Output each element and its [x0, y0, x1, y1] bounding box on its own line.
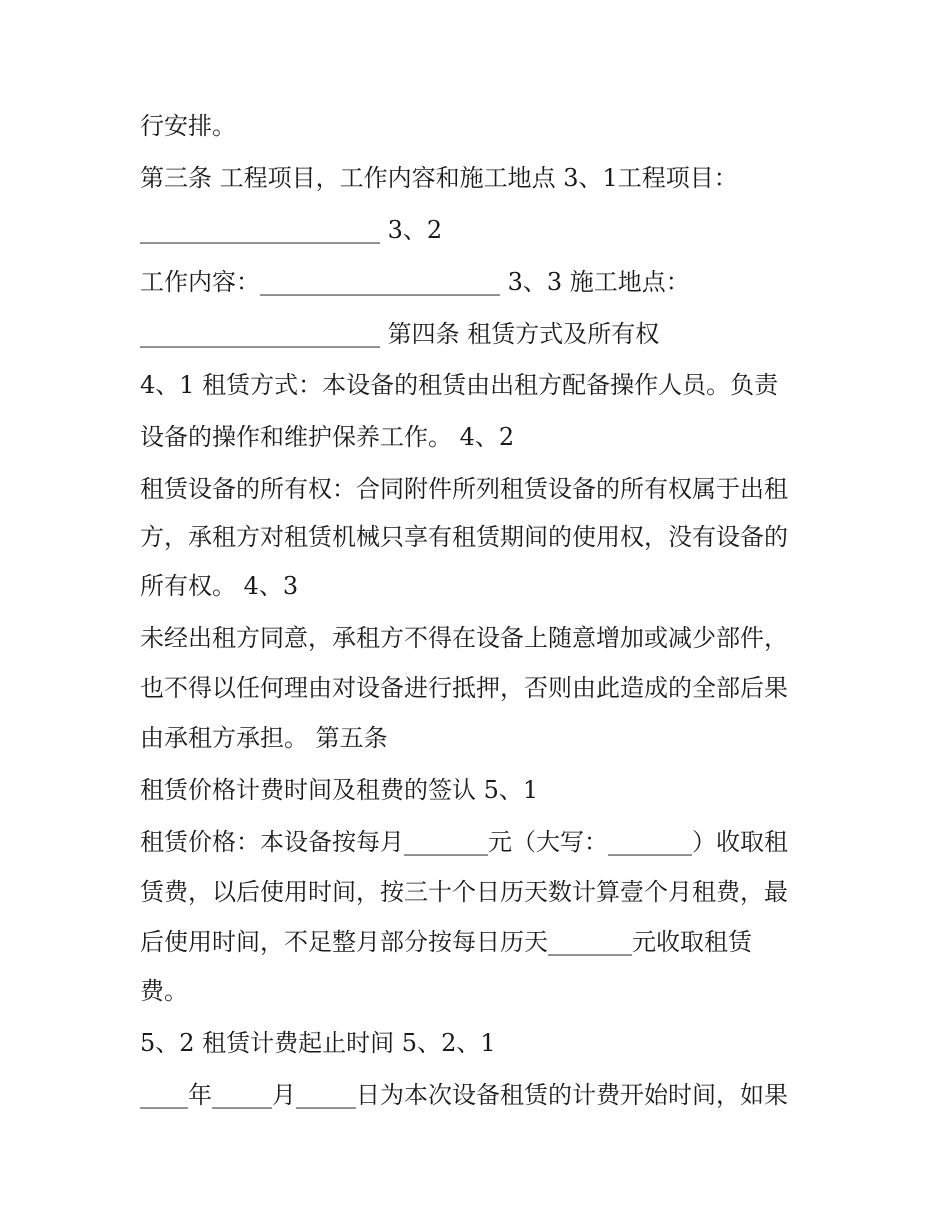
text-line: 第三条 工程项目，工作内容和施工地点 3、1工程项目：	[140, 164, 738, 192]
text-line: 设备的操作和维护保养工作。 4、2	[140, 423, 515, 451]
text-line: 4、1 租赁方式：本设备的租赁由出租方配备操作人员。负责	[140, 371, 779, 399]
text-line: 行安排。	[140, 112, 236, 140]
text-line: 租赁价格计费时间及租费的签认 5、1	[140, 776, 539, 804]
text-line: 所有权。 4、3	[140, 572, 299, 600]
text-line: ____年_____月_____日为本次设备租赁的计费开始时间，如果	[140, 1081, 788, 1109]
text-line: 后使用时间，不足整月部分按每日历天_______元收取租赁	[140, 928, 752, 956]
text-line: 租赁价格：本设备按每月_______元（大写：_______）收取租	[140, 828, 788, 856]
text-line: 租赁设备的所有权：合同附件所列租赁设备的所有权属于出租	[140, 475, 788, 503]
text-line: 未经出租方同意，承租方不得在设备上随意增加或减少部件，	[140, 624, 788, 652]
text-line: ____________________ 3、2	[140, 216, 443, 244]
text-line: 由承租方承担。 第五条	[140, 724, 388, 752]
text-line: 也不得以任何理由对设备进行抵押，否则由此造成的全部后果	[140, 674, 788, 702]
text-line: 赁费，以后使用时间，按三十个日历天数计算壹个月租费，最	[140, 878, 788, 906]
text-line: 5、2 租赁计费起止时间 5、2、1	[140, 1029, 496, 1057]
text-line: 费。	[140, 977, 188, 1005]
text-line: 方，承租方对租赁机械只享有租赁期间的使用权，没有设备的	[140, 523, 788, 551]
text-line: 工作内容：____________________ 3、3 施工地点：	[140, 268, 690, 296]
text-line: ____________________ 第四条 租赁方式及所有权	[140, 320, 660, 348]
